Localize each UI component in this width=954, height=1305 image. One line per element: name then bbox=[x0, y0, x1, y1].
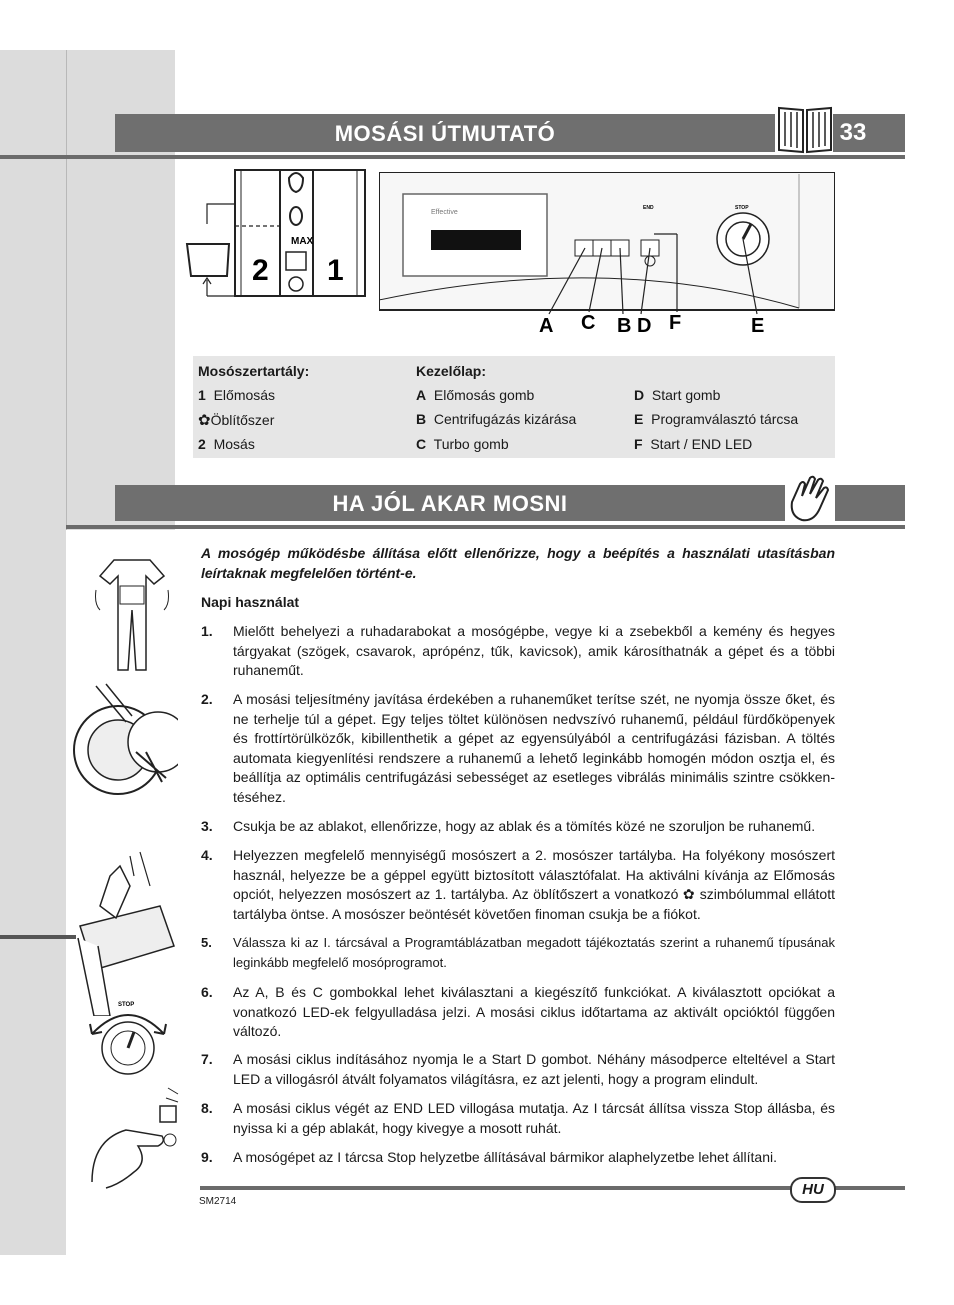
dispenser-max-label: MAX bbox=[291, 236, 314, 247]
drawer-illustration bbox=[70, 846, 180, 1016]
overalls-illustration bbox=[84, 540, 180, 680]
daily-use-heading: Napi használat bbox=[201, 594, 300, 610]
dial-illustration bbox=[72, 994, 184, 1094]
step-item: 4. Helyezzen megfelelő mennyiségű mosószert a 2. mosószer tartályba. Ha folyékony mosószert használ, helyezze be a géppel együtt biztosított választófalat. Ha aktiválni kívánja az Előmosás opciót, helyezzen mosószert az 1. tartályba. Az öblítőszert a vonatkozó ✿ szimbólummal ellátott tartályba öntse. A mosószer beöntését követően finoman csukja be a fiókot. bbox=[201, 847, 835, 922]
document-code: SM2714 bbox=[199, 1196, 237, 1207]
legend-item: 1 Előmosás bbox=[198, 387, 276, 403]
control-panel-diagram bbox=[379, 172, 835, 342]
legend-panel-header: Kezelőlap: bbox=[416, 363, 487, 379]
legend-item: B Centrifugázás kizárása bbox=[416, 411, 577, 427]
step-item: 5. Válassza ki az I. tárcsával a Programtáblázatban megadott tájékoztatás szerint a ruhanemű típusának leginkább megfelelő mosóprogramot. bbox=[201, 935, 835, 970]
step-item: 3. Csukja be az ablakot, ellenőrizze, hogy az ablak és a tömítés közé ne szoruljon be ruhanemű. bbox=[201, 818, 816, 834]
language-badge: HU bbox=[790, 1177, 836, 1203]
legend-item: ✿Öblítőszer bbox=[198, 412, 275, 429]
step-item: 8. A mosási ciklus végét az END LED villogása mutatja. Az I tárcsát állítsa vissza Stop állásba, és nyissa ki a gép ablakát, hogy kivegye a mosott ruhát. bbox=[201, 1100, 835, 1136]
compartment-1-label: 1 bbox=[327, 254, 344, 287]
side-marker bbox=[0, 935, 76, 939]
legend-item: F Start / END LED bbox=[634, 436, 753, 452]
start-button-illustration bbox=[86, 1086, 182, 1198]
step-item: 6. Az A, B és C gombokkal lehet kiválasztani a kiegészítő funkciókat. A kiválasztott opciókat a vonatkozó LED-ek felgyulladása jelzi. A mosási ciklus időtartama az aktivált opcióktól függően változó. bbox=[201, 984, 835, 1039]
compartment-2-label: 2 bbox=[252, 254, 269, 287]
intro-text: A mosógép működésbe állítása előtt ellenőrizze, hogy a beépítés a használati utasításban leírtaknak megfelelően történt-e. bbox=[201, 545, 835, 581]
step-item: 2. A mosási teljesítmény javítása érdekében a ruhaneműket terítse szét, ne nyomja össze őket, és ne terhelje túl a gépet. Egy teljes töltet különösen nedvszívó ruhanemű, például fürdőköpenyek és frottírtörülközők, kibillenthetik a gépet az egyensúlyából a centrifugázási fázisban. A töltés automata kiegyenlítési rendszere a ruhanemű a lehető leginkább homogén módon osztja el, és beállítja az optimális centrifugázási sebességet az esetleges vibrálás minimális szintre csökken-téséhez. bbox=[201, 691, 835, 805]
section-title-tips: HA JÓL AKAR MOSNI bbox=[115, 485, 785, 521]
step-item: 1. Mielőtt behelyezi a ruhadarabokat a mosógépbe, vegye ki a zsebekből a kemény és hegyes tárgyakat (szögek, csavarok, aprópénz, tűk, kavicsok), amik károsíthatnák a gépet és a többi ruhaneműt. bbox=[201, 623, 835, 678]
legend-item: D Start gomb bbox=[634, 387, 721, 403]
callout-f: F bbox=[669, 312, 682, 334]
header-rule bbox=[0, 155, 905, 159]
callout-a: A bbox=[539, 315, 554, 337]
panel-brand: Effective bbox=[431, 209, 458, 216]
callout-d: D bbox=[637, 315, 652, 337]
legend-item: E Programválasztó tárcsa bbox=[634, 411, 799, 427]
tips-rule bbox=[66, 525, 905, 529]
panel-end-label: END bbox=[643, 205, 654, 211]
callout-e: E bbox=[751, 315, 765, 337]
detergent-dispenser-diagram bbox=[185, 168, 370, 300]
legend-item: 2 Mosás bbox=[198, 436, 255, 452]
tips-band-end bbox=[835, 485, 905, 521]
section-title-guide: MOSÁSI ÚTMUTATÓ bbox=[115, 114, 775, 152]
legend-item: C Turbo gomb bbox=[416, 436, 509, 452]
dial-stop-label: STOP bbox=[735, 205, 749, 211]
callout-b: B bbox=[617, 315, 632, 337]
sidebar-divider bbox=[66, 50, 67, 530]
drum-illustration bbox=[66, 682, 178, 804]
softener-flower-icon: ✿ bbox=[198, 412, 211, 429]
book-icon bbox=[775, 102, 835, 156]
legend-box bbox=[193, 356, 835, 458]
dial-illustration-stop-label: STOP bbox=[118, 1002, 135, 1008]
step-item: 9. A mosógépet az I tárcsa Stop helyzetbe állításával bármikor alaphelyzetbe lehet állítani. bbox=[201, 1149, 777, 1165]
legend-item: A Előmosás gomb bbox=[416, 387, 535, 403]
legend-dispenser-header: Mosószertartály: bbox=[198, 363, 310, 379]
step-item: 7. A mosási ciklus indításához nyomja le a Start D gombot. Néhány másodperce elteltével a Start LED a villogásról átvált folyamatos világításra, ez azt jelenti, hogy a program elindult. bbox=[201, 1051, 835, 1087]
hand-icon bbox=[784, 474, 838, 526]
page-number: 33 bbox=[838, 114, 868, 152]
callout-c: C bbox=[581, 312, 596, 334]
